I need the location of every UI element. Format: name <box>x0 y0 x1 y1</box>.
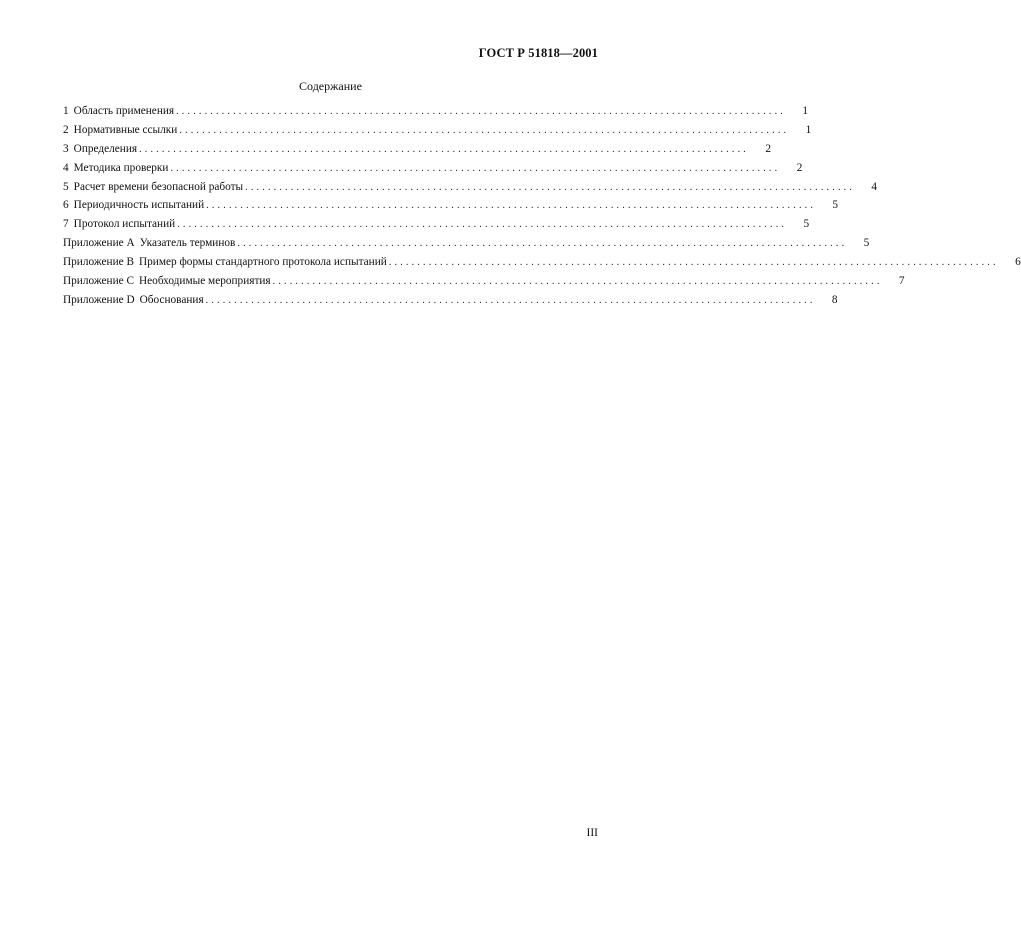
toc-entry-text: Область применения <box>73 105 175 117</box>
toc-entry-label <box>63 272 273 291</box>
toc-entry <box>63 291 838 310</box>
toc-leader-dots: ........................................................................................................... <box>245 181 856 193</box>
page-number: III <box>586 827 598 839</box>
toc-entry <box>63 253 1021 272</box>
toc-entry-number: 5 <box>63 180 69 193</box>
toc-entry-label <box>63 196 206 215</box>
toc-entry-text: Методика проверки <box>73 161 169 174</box>
toc-entry-page: 5 <box>863 237 870 250</box>
toc-entry-label <box>63 253 389 272</box>
toc-entry-page: 1 <box>805 123 812 136</box>
toc-entry <box>63 159 803 178</box>
toc-entry-page: 8 <box>831 293 838 306</box>
toc-entry-number: 6 <box>63 199 69 212</box>
toc-entry-text: Пример формы стандартного протокола испытаний <box>139 256 387 269</box>
toc-entry <box>63 234 870 253</box>
toc-entry-page: 5 <box>803 218 810 231</box>
toc-entry-page: 2 <box>796 161 803 174</box>
toc-leader-dots: ........................................................................................................... <box>272 276 883 288</box>
toc-entry-text: Определения <box>73 142 138 155</box>
toc-entry-label <box>63 159 170 178</box>
toc-entry-label <box>63 121 179 140</box>
toc-entry-text: Необходимые мероприятия <box>139 275 271 288</box>
toc-entry-text: Протокол испытаний <box>73 218 176 231</box>
toc-leader-dots: ........................................................................................................... <box>388 257 999 269</box>
document-standard-code: ГОСТ Р 51818—2001 <box>478 46 598 60</box>
toc-entry <box>63 102 809 121</box>
toc-entry-page: 5 <box>832 199 839 212</box>
toc-entry-text: Обоснования <box>139 293 204 306</box>
toc-title: Содержание <box>299 79 362 93</box>
toc-entry-label <box>63 102 176 121</box>
toc-entry-number: 2 <box>63 123 69 136</box>
toc-leader-dots: ........................................................................................................... <box>177 219 788 231</box>
toc-entry-number: 4 <box>63 161 69 174</box>
table-of-contents <box>63 102 1021 310</box>
toc-entry-number: Приложение В <box>63 256 134 269</box>
toc-leader-dots: ........................................................................................................... <box>179 124 790 136</box>
toc-entry-page: 6 <box>1015 256 1021 269</box>
toc-entry-page: 1 <box>802 105 809 117</box>
toc-entry-page: 7 <box>898 275 905 288</box>
toc-entry-page: 2 <box>765 142 771 155</box>
toc-leader-dots: ........................................................................................................... <box>205 294 816 306</box>
toc-entry-label <box>63 215 177 234</box>
toc-leader-dots: ........................................................................................................... <box>170 162 781 174</box>
toc-entry-label <box>63 178 245 197</box>
toc-leader-dots: ........................................................................................................... <box>139 143 749 155</box>
toc-entry <box>63 121 812 140</box>
toc-entry-number: Приложение А <box>63 237 135 250</box>
toc-leader-dots: ........................................................................................................... <box>237 238 848 250</box>
toc-entry-page: 4 <box>871 180 878 193</box>
toc-entry-text: Расчет времени безопасной работы <box>73 180 244 193</box>
toc-entry-number: Приложение С <box>63 275 134 288</box>
toc-entry <box>63 140 771 159</box>
toc-leader-dots: ........................................................................................................... <box>176 106 787 117</box>
toc-entry-number: Приложение D <box>63 293 135 306</box>
toc-entry-label <box>63 140 139 159</box>
toc-entry-text: Указатель терминов <box>139 237 236 250</box>
toc-leader-dots: ........................................................................................................... <box>206 200 817 212</box>
toc-entry <box>63 215 810 234</box>
toc-entry-text: Нормативные ссылки <box>73 123 178 136</box>
toc-entry <box>63 178 878 197</box>
toc-entry <box>63 196 839 215</box>
toc-entry-number: 1 <box>63 105 69 117</box>
toc-entry-text: Периодичность испытаний <box>73 199 205 212</box>
toc-entry-number: 7 <box>63 218 69 231</box>
toc-entry-label <box>63 234 237 253</box>
toc-entry-label <box>63 291 206 310</box>
toc-entry <box>63 272 905 291</box>
toc-entry-number: 3 <box>63 142 69 155</box>
